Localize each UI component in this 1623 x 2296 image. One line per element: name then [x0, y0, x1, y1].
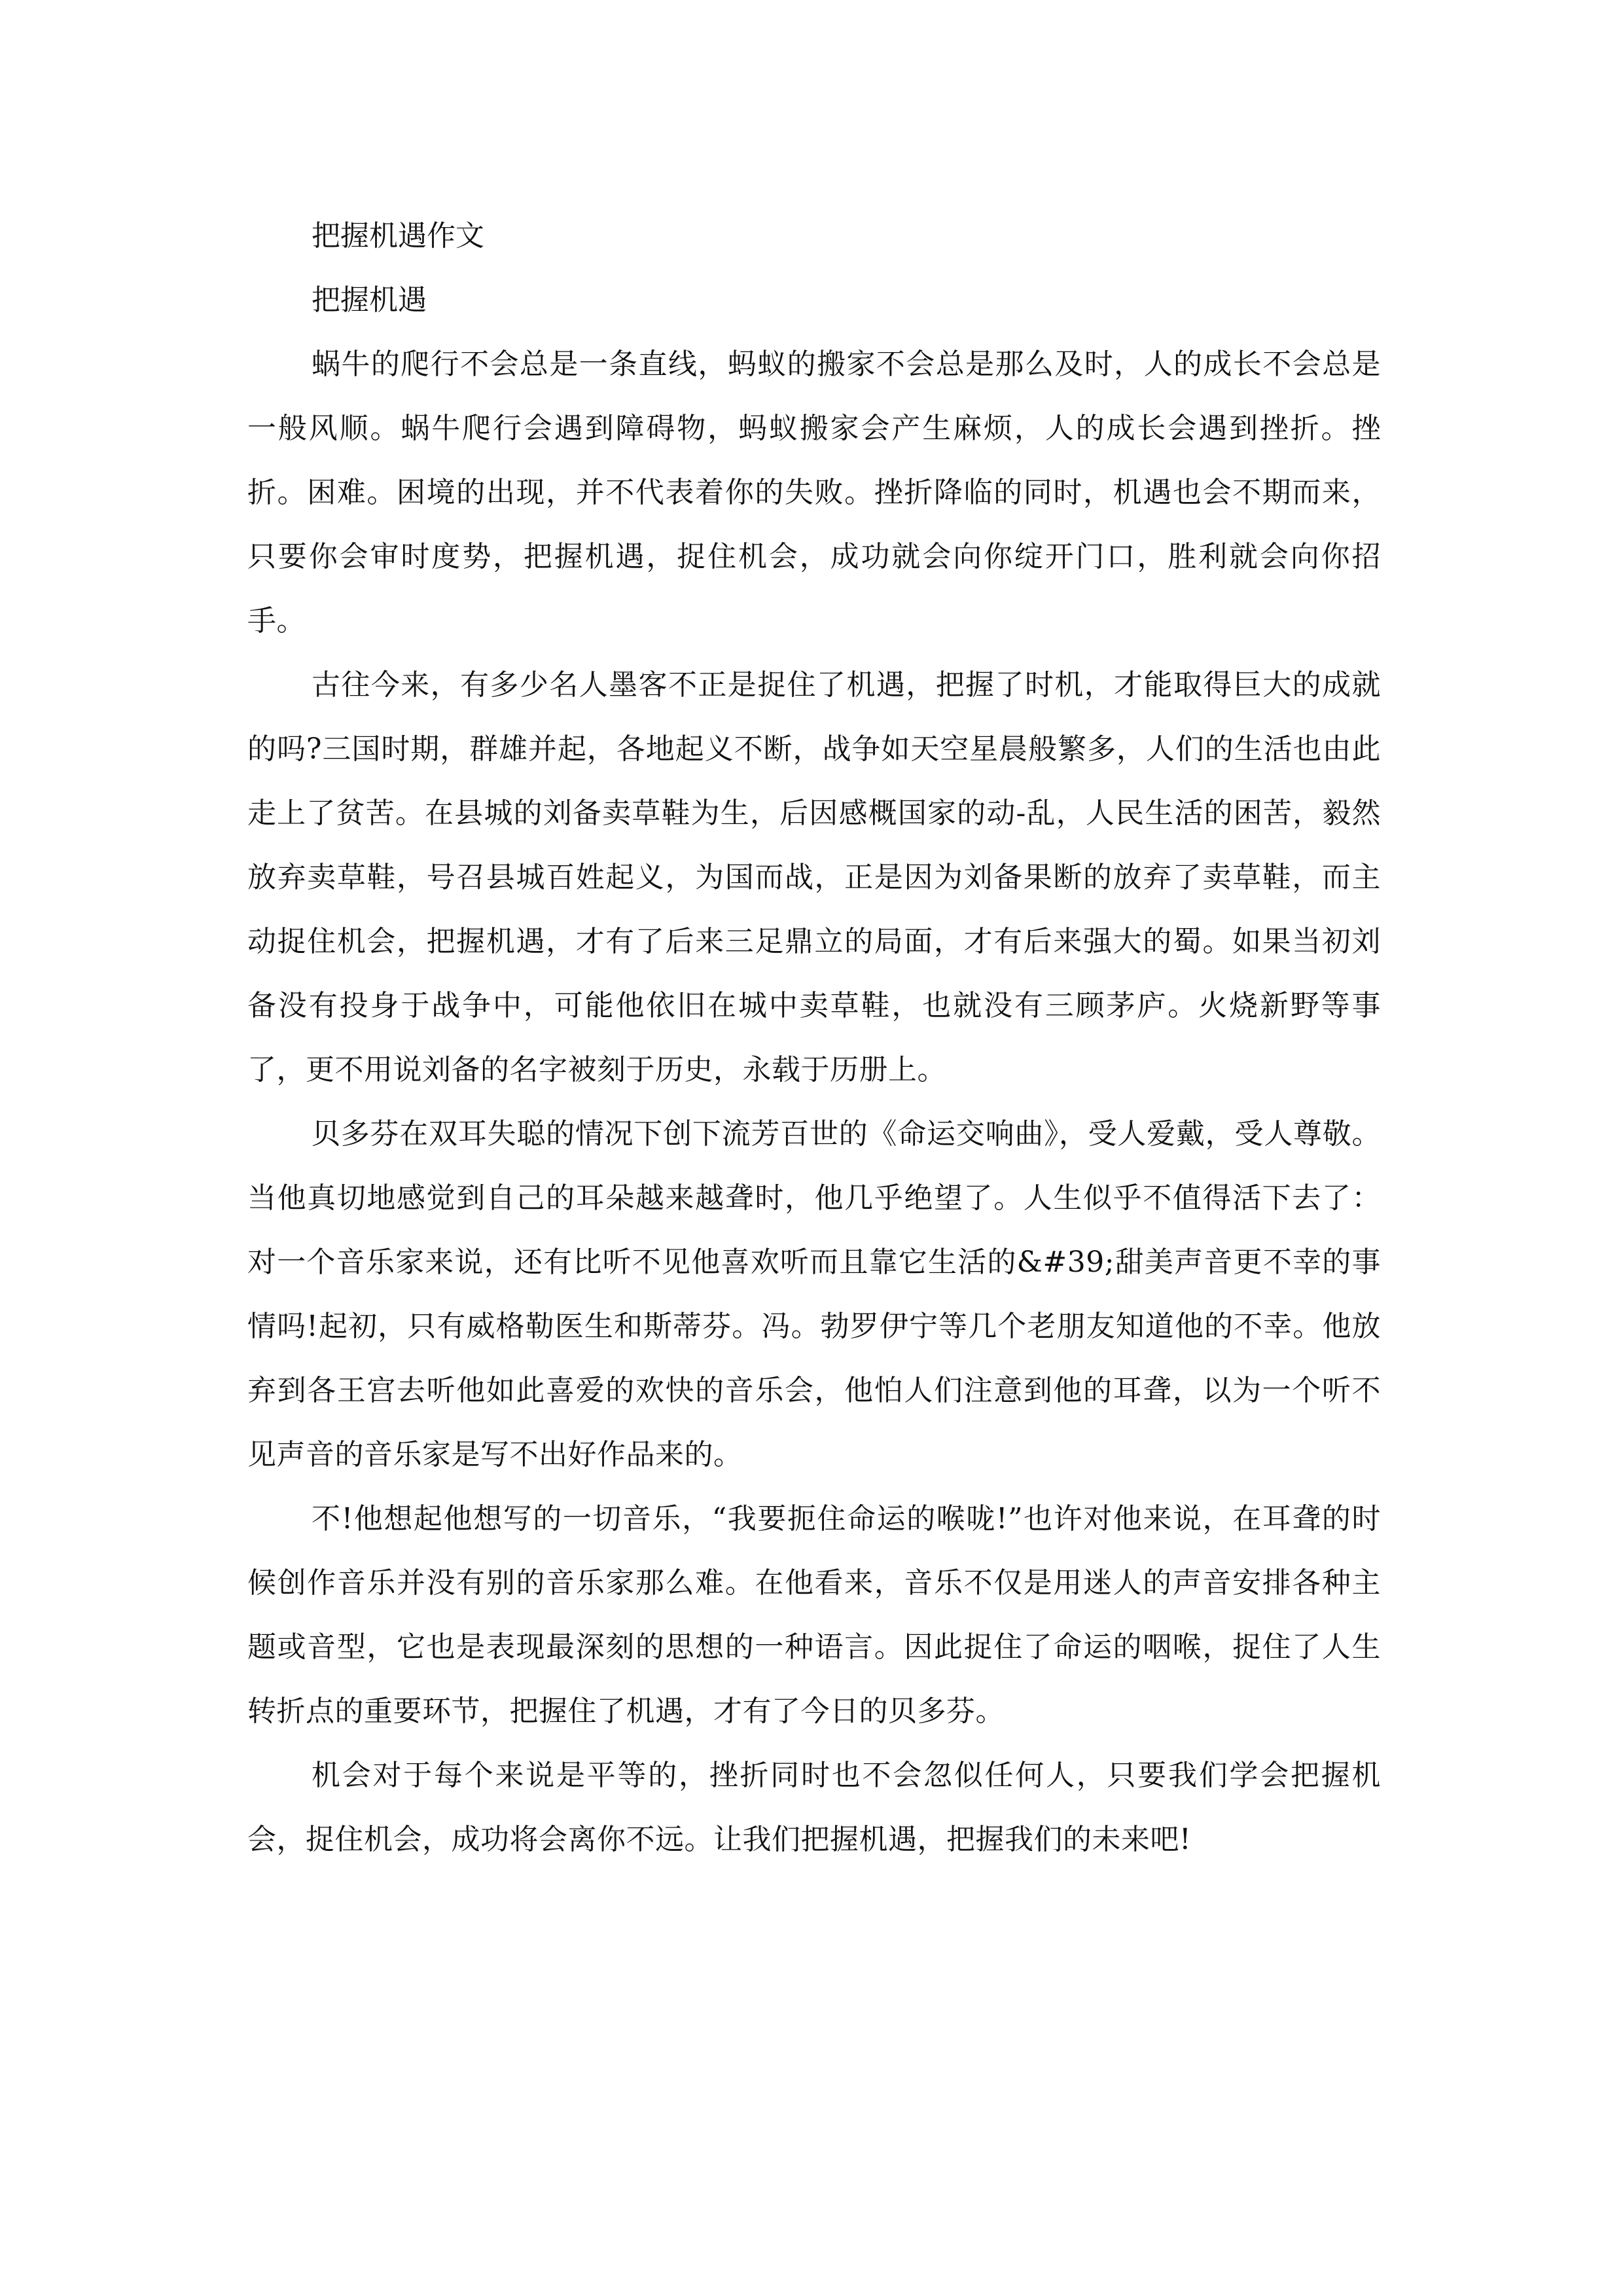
paragraph: 蜗牛的爬行不会总是一条直线，蚂蚁的搬家不会总是那么及时，人的成长不会总是一般风顺。蜗牛爬行会遇到障碍物，蚂蚁搬家会产生麻烦，人的成长会遇到挫折。挫折。困难。困境的出现，并不代表着你的失败。挫折降临的同时，机遇也会不期而来，只要你会审时度势，把握机遇，捉住机会，成功就会向你绽开门口，胜利就会向你招手。 — [247, 348, 1381, 637]
paragraph: 不!他想起他想写的一切音乐，“我要扼住命运的喉咙!”也许对他来说，在耳聋的时候创作音乐并没有别的音乐家那么难。在他看来，音乐不仅是用迷人的声音安排各种主题或音型，它也是表现最深刻的思想的一种语言。因此捉住了命运的咽喉，捉住了人生转折点的重要环节，把握住了机遇，才有了今日的贝多芬。 — [247, 1502, 1381, 1728]
document-title: 把握机遇作文 — [312, 219, 484, 253]
paragraph: 古往今来，有多少名人墨客不正是捉住了机遇，把握了时机，才能取得巨大的成就的吗?三国时期，群雄并起，各地起义不断，战争如天空星晨般繁多，人们的生活也由此走上了贫苦。在县城的刘备卖草鞋为生，后因感概国家的动-乱，人民生活的困苦，毅然放弃卖草鞋，号召县城百姓起义，为国而战，正是因为刘备果断的放弃了卖草鞋，而主动捉住机会，把握机遇，才有了后来三足鼎立的局面，才有后来强大的蜀。如果当初刘备没有投身于战争中，可能他依旧在城中卖草鞋，也就没有三顾茅庐。火烧新野等事了，更不用说刘备的名字被刻于历史，永载于历册上。 — [247, 668, 1381, 1086]
paragraph: 贝多芬在双耳失聪的情况下创下流芳百世的《命运交响曲》，受人爱戴，受人尊敬。当他真切地感觉到自己的耳朵越来越聋时，他几乎绝望了。人生似乎不值得活下去了：对一个音乐家来说，还有比听不见他喜欢听而且靠它生活的&#39;甜美声音更不幸的事情吗!起初，只有威格勒医生和斯蒂芬。冯。勃罗伊宁等几个老朋友知道他的不幸。他放弃到各王宫去听他如此喜爱的欢快的音乐会，他怕人们注意到他的耳聋，以为一个听不见声音的音乐家是写不出好作品来的。 — [247, 1117, 1381, 1471]
paragraph: 机会对于每个来说是平等的，挫折同时也不会忽似任何人，只要我们学会把握机会，捉住机会，成功将会离你不远。让我们把握机遇，把握我们的未来吧! — [247, 1759, 1381, 1856]
document-subtitle: 把握机遇 — [312, 283, 427, 317]
document-content — [247, 204, 1381, 1872]
document-body — [247, 332, 1381, 1872]
